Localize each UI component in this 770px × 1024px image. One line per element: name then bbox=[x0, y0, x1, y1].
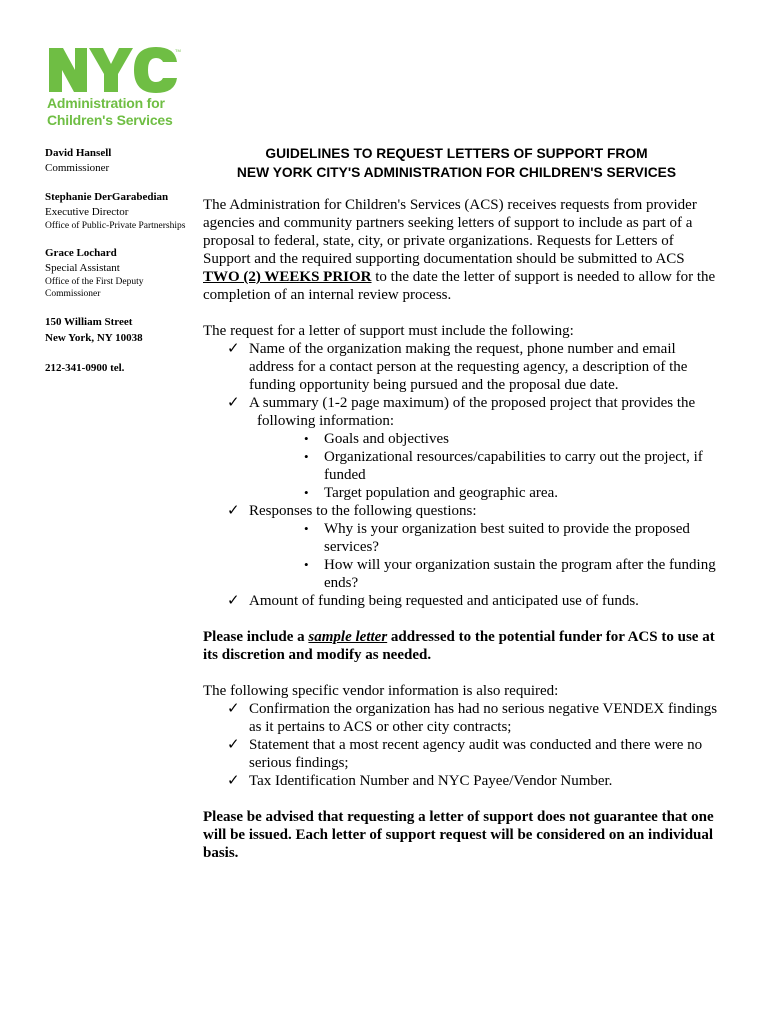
item-text: Amount of funding being requested and anticipated use of funds. bbox=[249, 593, 639, 609]
vendor-requirements bbox=[203, 682, 718, 790]
bullet-icon: • bbox=[304, 521, 309, 536]
request-requirements bbox=[203, 322, 718, 610]
heading-line1: GUIDELINES TO REQUEST LETTERS OF SUPPORT FROM bbox=[265, 146, 648, 161]
check-icon: ✓ bbox=[227, 701, 240, 717]
bullet-text: Goals and objectives bbox=[324, 431, 449, 447]
item-text: A summary (1-2 page maximum) of the proposed project that provides the bbox=[249, 395, 696, 411]
sample-text-part2: addressed to the potential funder for ACS to use at its discretion and modify as needed. bbox=[203, 629, 715, 663]
logo-subtitle-line2: Children's Services bbox=[47, 112, 173, 128]
staff-office: Office of the First Deputy Commissioner bbox=[45, 277, 144, 299]
address-line1: 150 William Street bbox=[45, 316, 133, 328]
phone-number: 212-341-0900 tel. bbox=[45, 362, 125, 374]
nyc-logo-mark bbox=[47, 46, 181, 94]
check-icon: ✓ bbox=[227, 341, 240, 357]
bullet-text: Why is your organization best suited to provide the proposed services? bbox=[324, 521, 690, 555]
logo-subtitle-line1: Administration for bbox=[47, 95, 165, 111]
check-icon: ✓ bbox=[227, 395, 240, 411]
intro-text-part1: The Administration for Children's Services (ACS) receives requests from provider agencies and community partners seeking letters of support to include as part of a proposal to federal, state, city, or private organizations. Requests for Letters of Support and the required supporting documentation should be submitted to ACS bbox=[203, 197, 697, 267]
check-icon: ✓ bbox=[227, 773, 240, 789]
advisory-paragraph: Please be advised that requesting a letter of support does not guarantee that one will be issued. Each letter of support request will be considered on an individual basis. bbox=[203, 809, 714, 861]
bullet-text: How will your organization sustain the program after the funding ends? bbox=[324, 557, 716, 591]
summary-bullets bbox=[249, 430, 718, 502]
bullet-icon: • bbox=[304, 431, 309, 446]
document-heading bbox=[195, 144, 718, 182]
staff-name: David Hansell bbox=[45, 147, 112, 159]
bullet-text: Target population and geographic area. bbox=[324, 485, 558, 501]
main-content bbox=[203, 144, 718, 862]
sample-text-part1: Please include a bbox=[203, 629, 309, 645]
list-item bbox=[203, 430, 718, 448]
address-line2: New York, NY 10038 bbox=[45, 332, 143, 344]
item-text: Tax Identification Number and NYC Payee/Vendor Number. bbox=[249, 773, 613, 789]
staff-name: Stephanie DerGarabedian bbox=[45, 191, 169, 203]
check-icon: ✓ bbox=[227, 593, 240, 609]
staff-entry bbox=[45, 246, 195, 300]
item-text: Confirmation the organization has had no serious negative VENDEX findings as it pertains to ACS or other city contracts; bbox=[249, 701, 718, 735]
list-item bbox=[203, 700, 718, 736]
staff-entry bbox=[45, 146, 195, 176]
list-item bbox=[203, 502, 718, 592]
list-item bbox=[203, 394, 718, 502]
list-item bbox=[203, 736, 718, 772]
intro-paragraph bbox=[203, 196, 718, 304]
list-item bbox=[203, 772, 718, 790]
staff-office: Office of Public-Private Partnerships bbox=[45, 221, 186, 231]
trademark-symbol: TM bbox=[175, 48, 181, 53]
staff-title: Commissioner bbox=[45, 162, 110, 174]
item-text-continued: following information: bbox=[257, 413, 395, 429]
staff-title: Special Assistant bbox=[45, 262, 120, 274]
question-bullets bbox=[249, 520, 718, 592]
sidebar-staff-list bbox=[45, 146, 195, 376]
bullet-icon: • bbox=[304, 449, 309, 464]
request-intro: The request for a letter of support must include the following: bbox=[203, 323, 574, 339]
deadline-emphasis: TWO (2) WEEKS PRIOR bbox=[203, 269, 372, 285]
address-block bbox=[45, 314, 195, 346]
check-icon: ✓ bbox=[227, 737, 240, 753]
staff-title: Executive Director bbox=[45, 206, 129, 218]
list-item bbox=[203, 340, 718, 394]
staff-name: Grace Lochard bbox=[45, 247, 117, 259]
item-text: Name of the organization making the request, phone number and email address for a contact person at the requesting agency, a description of the funding opportunity being pursued and the proposal due date. bbox=[249, 341, 688, 393]
staff-entry bbox=[45, 190, 195, 232]
sample-letter-paragraph bbox=[203, 628, 718, 664]
sample-letter-emphasis: sample letter bbox=[308, 629, 388, 645]
bullet-icon: • bbox=[304, 557, 309, 572]
check-icon: ✓ bbox=[227, 503, 240, 519]
list-item bbox=[203, 592, 718, 610]
heading-line2: NEW YORK CITY'S ADMINISTRATION FOR CHILDREN'S SERVICES bbox=[236, 165, 677, 180]
list-item bbox=[203, 556, 718, 592]
bullet-icon: • bbox=[304, 485, 309, 500]
requirements-checklist bbox=[203, 340, 718, 610]
vendor-intro: The following specific vendor information is also required: bbox=[203, 683, 559, 699]
item-text: Statement that a most recent agency audit was conducted and there were no serious findings; bbox=[249, 737, 703, 771]
list-item bbox=[203, 520, 718, 556]
bullet-text: Organizational resources/capabilities to carry out the project, if funded bbox=[324, 449, 703, 483]
intro-text-part2: to the date the letter of support is needed to allow for the completion of an internal review process. bbox=[203, 269, 716, 303]
vendor-checklist bbox=[203, 700, 718, 790]
item-text: Responses to the following questions: bbox=[249, 503, 477, 519]
list-item bbox=[203, 448, 718, 484]
nyc-acs-logo bbox=[47, 46, 182, 128]
list-item bbox=[203, 484, 718, 502]
